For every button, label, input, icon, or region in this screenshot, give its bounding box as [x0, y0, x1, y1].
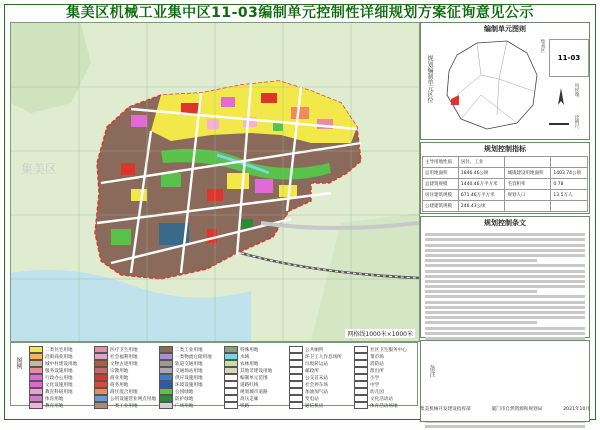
legend-label-text: 幼儿园	[370, 389, 384, 395]
index-cell: 城镇建设用地面积	[505, 168, 551, 179]
legend-item	[159, 402, 222, 409]
legend-swatch	[29, 360, 43, 367]
legend-item	[224, 402, 287, 409]
right-panel	[420, 22, 590, 414]
scale-bar	[549, 123, 569, 125]
legend-item	[224, 381, 287, 388]
map-watermark: 集美区	[21, 162, 58, 176]
legend-label-text: 二类住宅用地	[45, 347, 73, 353]
legend-item	[354, 402, 417, 409]
index-row	[423, 179, 588, 190]
legend-item	[94, 374, 157, 381]
legend-swatch	[354, 402, 368, 409]
legend-item	[94, 395, 157, 402]
legend-label-text: 水域	[240, 354, 250, 360]
public-block	[255, 179, 273, 193]
clauses-box	[420, 216, 590, 338]
legend-swatch	[224, 388, 238, 395]
legend-label-text: 加油加气站	[305, 389, 328, 395]
legend-label-text: 教育科研用地	[45, 389, 73, 395]
legend-item	[159, 353, 222, 360]
index-cell: 1440.46万平方米	[458, 179, 505, 190]
legend-item	[94, 353, 157, 360]
legend-label-text: 小学	[370, 375, 380, 381]
legend-item	[354, 346, 417, 353]
legend-item	[354, 374, 417, 381]
footer-org2: 厦门市自然资源和规划局	[491, 407, 543, 412]
page-title: 集美区机械工业集中区11-03编制单元控制性详细规划方案征询意见公示	[66, 5, 534, 21]
clause-line	[425, 264, 585, 267]
remarks-label: 备注	[428, 365, 435, 377]
legend-item	[29, 353, 92, 360]
clause-line	[425, 244, 585, 247]
legend-label-text: 铁路	[240, 403, 250, 409]
legend-swatch	[94, 395, 108, 402]
legend-swatch	[94, 381, 108, 388]
legend-label-text: 公共厕所	[305, 347, 324, 353]
footer-date: 2021年10月	[563, 407, 590, 412]
mixed-block	[291, 107, 309, 119]
index-cell: 671.46万平方米	[458, 190, 505, 201]
legend-label-text: 中学	[370, 382, 380, 388]
legend-swatch	[29, 367, 43, 374]
legend-swatch	[29, 402, 43, 409]
legend-label-text: 社区卫生服务中心	[370, 347, 407, 353]
legend-label-text: 广场用地	[175, 403, 194, 409]
legend-item	[159, 388, 222, 395]
legend-swatch	[289, 388, 303, 395]
legend-label: 图例	[15, 357, 22, 369]
clause-line	[425, 270, 585, 273]
clause-line	[425, 306, 585, 309]
clause-line	[425, 321, 537, 324]
legend-swatch	[224, 402, 238, 409]
legend-label-text: 轨道交通用地	[175, 361, 203, 367]
legend-swatch	[159, 381, 173, 388]
legend-swatch	[159, 367, 173, 374]
legend-swatch	[94, 374, 108, 381]
legend-item	[289, 367, 352, 374]
legend-item	[94, 402, 157, 409]
legend-label-text: 道路红线	[240, 382, 259, 388]
legend-item	[289, 374, 352, 381]
park-block	[161, 173, 181, 187]
legend-label-text: 环卫工人作息场所	[305, 354, 342, 360]
legend-label-text: 高压走廊	[240, 396, 259, 402]
legend-label-text: 一类物流仓储用地	[175, 354, 212, 360]
unit-map-header: 编制单元图则	[484, 25, 526, 33]
clause-line	[425, 249, 585, 252]
legend-label-text: 派出所	[370, 368, 384, 374]
clause-line	[425, 316, 585, 319]
legend-label-text: 通信机房	[305, 403, 324, 409]
index-row	[423, 190, 588, 201]
index-cell: 246.43公顷	[458, 201, 505, 212]
legend-swatch	[94, 360, 108, 367]
legend-label-text: 体育活动场地	[370, 403, 398, 409]
legend-item	[289, 381, 352, 388]
legend-item	[224, 367, 287, 374]
legend-item	[94, 381, 157, 388]
legend-item	[29, 367, 92, 374]
legend-item	[224, 360, 287, 367]
clause-line	[425, 295, 585, 298]
clause-line	[425, 327, 585, 330]
index-cell: 总建筑规模	[423, 179, 459, 190]
clause-line	[425, 290, 537, 293]
index-row	[423, 157, 588, 168]
index-box	[420, 142, 590, 214]
legend-label-text: 服务设施用地	[45, 368, 73, 374]
legend-swatch	[224, 374, 238, 381]
legend-item	[354, 388, 417, 395]
clause-line	[425, 311, 585, 314]
legend-label-text: 供应设施用地	[175, 375, 203, 381]
index-row	[423, 168, 588, 179]
index-cell: 毛容积率	[505, 179, 551, 190]
legend-swatch	[289, 374, 303, 381]
clause-line	[425, 238, 585, 241]
legend-item	[354, 360, 417, 367]
legend-swatch	[159, 388, 173, 395]
index-cell: 总用地面积	[423, 168, 459, 179]
legend-swatch	[29, 381, 43, 388]
legend-item	[224, 388, 287, 395]
district-outline	[447, 41, 537, 129]
public-block	[131, 115, 147, 127]
legend-swatch	[159, 402, 173, 409]
legend-label-text: 商务用地	[110, 382, 129, 388]
unit-map-side-label: 规划编制单元区位	[426, 55, 433, 103]
clause-line	[425, 259, 537, 262]
legend-swatch	[159, 374, 173, 381]
legend-swatch	[94, 353, 108, 360]
legend-item	[289, 360, 352, 367]
legend-item	[94, 346, 157, 353]
legend-swatch	[29, 374, 43, 381]
legend	[10, 342, 418, 409]
legend-label-text: 特殊用地	[240, 347, 259, 353]
unit-map-box	[420, 22, 590, 140]
legend-label-text: 社会福利用地	[110, 354, 138, 360]
legend-label-text: 公用设施营业网点用地	[110, 396, 156, 402]
legend-label-text: 医疗卫生用地	[110, 347, 138, 353]
legend-item	[224, 353, 287, 360]
legend-swatch	[354, 367, 368, 374]
legend-item	[354, 367, 417, 374]
legend-item	[289, 402, 352, 409]
legend-label-text: 公园绿地	[175, 389, 194, 395]
index-header: 规划控制指标	[484, 145, 526, 153]
legend-swatch	[224, 346, 238, 353]
index-cell: 0.78	[551, 179, 588, 190]
legend-label-text: 商业用地	[110, 375, 129, 381]
legend-item	[29, 381, 92, 388]
legend-item	[224, 395, 287, 402]
park-block	[273, 123, 283, 131]
legend-label-text: 社会停车场	[305, 382, 328, 388]
clause-line	[425, 285, 585, 288]
legend-swatch	[224, 381, 238, 388]
legend-swatch	[159, 353, 173, 360]
index-cell: 公建建筑规模	[423, 201, 459, 212]
legend-item	[29, 388, 92, 395]
index-row	[423, 201, 588, 212]
scale-label: 比例尺	[574, 115, 579, 129]
legend-grid	[29, 346, 417, 409]
commercial-block	[261, 93, 277, 103]
legend-item	[289, 388, 352, 395]
legend-swatch	[289, 367, 303, 374]
legend-label-text: 防护绿地	[175, 396, 194, 402]
legend-item	[29, 374, 92, 381]
legend-label-text: 商住混合用地	[110, 389, 138, 395]
clause-line	[425, 332, 585, 335]
legend-label-text: 菜市场	[370, 354, 384, 360]
legend-item	[159, 360, 222, 367]
index-table	[422, 156, 588, 212]
legend-item	[94, 388, 157, 395]
clause-line	[425, 275, 585, 278]
legend-item	[159, 374, 222, 381]
legend-label-text: 消防站	[370, 361, 384, 367]
commercial-block	[121, 163, 135, 175]
education-block	[207, 119, 219, 129]
legend-swatch	[29, 346, 43, 353]
legend-label-text: 垃圾转运站	[305, 361, 328, 367]
legend-swatch	[224, 353, 238, 360]
legend-label-text: 文化设施用地	[45, 382, 73, 388]
map-scale-label: 网格线1000米×1000米	[347, 331, 413, 338]
index-cell	[505, 157, 551, 168]
index-cell: 规划人口	[505, 190, 551, 201]
legend-label-text: 交通场站用地	[175, 368, 203, 374]
legend-item	[354, 395, 417, 402]
unit-location-map	[437, 35, 547, 135]
legend-item	[354, 381, 417, 388]
clause-line	[425, 254, 585, 257]
legend-swatch	[159, 395, 173, 402]
legend-swatch	[94, 367, 108, 374]
legend-label-text: 体育用地	[45, 396, 64, 402]
legend-item	[94, 367, 157, 374]
legend-item	[354, 353, 417, 360]
footer	[420, 402, 590, 416]
legend-label-text: 一类工业用地	[110, 403, 138, 409]
legend-label-text: 邮政所	[305, 368, 319, 374]
legend-swatch	[354, 381, 368, 388]
legend-item	[29, 395, 92, 402]
clause-line	[425, 301, 585, 304]
legend-swatch	[224, 395, 238, 402]
legend-label-text: 公交首末站	[305, 375, 328, 381]
legend-swatch	[354, 360, 368, 367]
legend-item	[289, 395, 352, 402]
land-use-map[interactable]	[10, 22, 420, 342]
legend-item	[159, 346, 222, 353]
index-cell: 居住建筑规模	[423, 190, 459, 201]
legend-swatch	[354, 374, 368, 381]
legend-swatch	[289, 346, 303, 353]
legend-item	[289, 353, 352, 360]
legend-swatch	[94, 402, 108, 409]
clause-line	[425, 425, 585, 428]
legend-item	[94, 360, 157, 367]
legend-label-text: 规划城市道路	[240, 389, 268, 395]
legend-item	[29, 402, 92, 409]
legend-label-text: 宗教用地	[110, 368, 129, 374]
legend-label-text: 沿街商业用地	[45, 354, 73, 360]
north-label: 风玫瑰	[574, 83, 579, 97]
residential-block	[131, 189, 147, 201]
index-cell: 1403.74公顷	[551, 168, 588, 179]
legend-swatch	[354, 395, 368, 402]
footer-org1: 集美机械开发建设指挥部	[420, 407, 471, 412]
legend-swatch	[224, 367, 238, 374]
legend-item	[159, 367, 222, 374]
legend-swatch	[289, 402, 303, 409]
legend-item	[289, 346, 352, 353]
legend-swatch	[289, 381, 303, 388]
public-block	[221, 97, 235, 107]
legend-swatch	[94, 346, 108, 353]
legend-swatch	[289, 360, 303, 367]
clause-line	[425, 280, 585, 283]
index-cell: 13.5万人	[551, 190, 588, 201]
legend-label-text: 行政办公用地	[45, 375, 73, 381]
north-arrow-icon	[551, 87, 571, 107]
legend-swatch	[94, 388, 108, 395]
legend-label-text: 变电站	[305, 396, 319, 402]
legend-swatch	[224, 360, 238, 367]
legend-swatch	[289, 353, 303, 360]
legend-swatch	[159, 346, 173, 353]
legend-label-text: 农林用地	[240, 361, 259, 367]
legend-swatch	[29, 388, 43, 395]
legend-item	[224, 374, 287, 381]
legend-swatch	[29, 395, 43, 402]
legend-item	[29, 346, 92, 353]
index-cell: 1846.46公顷	[458, 168, 505, 179]
legend-swatch	[29, 353, 43, 360]
commercial-block	[207, 229, 217, 243]
legend-label-text: 环境设施用地	[175, 382, 203, 388]
index-cell	[505, 201, 551, 212]
index-cell: 居住、工业	[458, 157, 505, 168]
legend-swatch	[354, 346, 368, 353]
index-cell	[551, 157, 588, 168]
legend-item	[159, 395, 222, 402]
legend-label-text: 编制单元范围	[240, 375, 268, 381]
legend-swatch	[159, 360, 173, 367]
index-cell: 主导用地性质	[423, 157, 459, 168]
park-block	[111, 229, 131, 245]
residential-block	[227, 173, 249, 189]
legend-item	[29, 360, 92, 367]
legend-label-text: 教育用地	[45, 403, 64, 409]
legend-label-text: 城中村建设用地	[45, 361, 78, 367]
legend-swatch	[354, 353, 368, 360]
legend-label-text: 二类工业用地	[175, 347, 203, 353]
legend-swatch	[289, 395, 303, 402]
legend-label-text: 其他非建设用地	[240, 368, 273, 374]
unit-place-label: 集美区	[540, 39, 545, 53]
legend-label-text: 文化活动站	[370, 396, 393, 402]
legend-swatch	[354, 388, 368, 395]
legend-label-text: 文物古迹用地	[110, 361, 138, 367]
land-use-map-svg	[11, 23, 419, 341]
legend-item	[159, 381, 222, 388]
legend-item	[224, 346, 287, 353]
index-cell	[551, 201, 588, 212]
clause-line	[425, 233, 585, 236]
clauses-header: 规划控制条文	[484, 219, 526, 227]
unit-code: 11-03	[549, 39, 589, 77]
